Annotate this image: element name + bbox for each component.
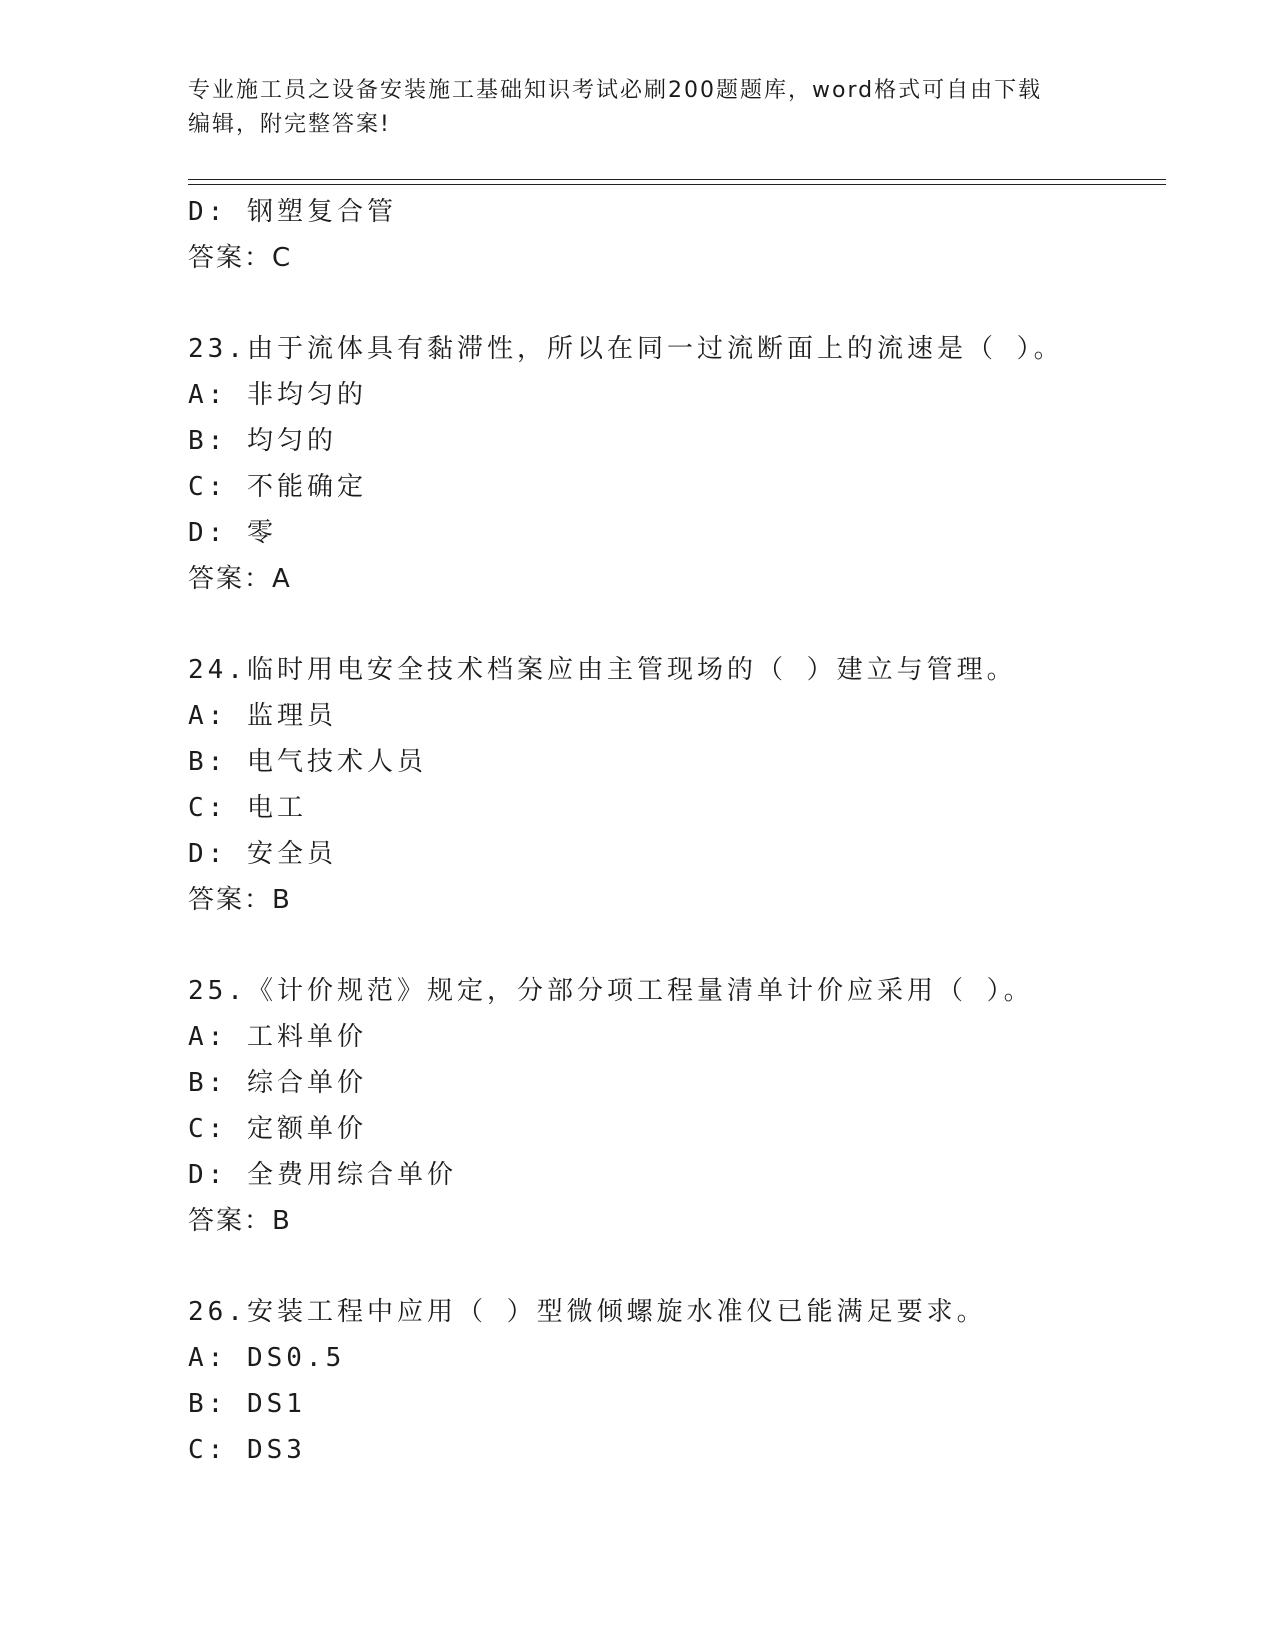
answer: 答案：B (188, 885, 292, 915)
spacer (188, 281, 1166, 326)
option-c: C: DS3 (188, 1435, 306, 1465)
spacer (188, 1244, 1166, 1289)
question-stem: 26.安装工程中应用（ ）型微倾螺旋水准仪已能满足要求。 (188, 1297, 987, 1327)
option-a: A: 工料单价 (188, 1022, 367, 1052)
option-a: A: 监理员 (188, 701, 337, 731)
option-d: D: 零 (188, 518, 277, 548)
option-d: D: 全费用综合单价 (188, 1160, 457, 1190)
header-divider-top (188, 179, 1166, 180)
option-a: A: 非均匀的 (188, 380, 367, 410)
option-c: C: 不能确定 (188, 472, 367, 502)
question-stem: 25.《计价规范》规定，分部分项工程量清单计价应采用（ ）。 (188, 976, 1034, 1006)
option-b: B: DS1 (188, 1389, 306, 1419)
spacer (188, 602, 1166, 647)
answer: 答案：A (188, 564, 292, 594)
question-stem: 24.临时用电安全技术档案应由主管现场的（ ）建立与管理。 (188, 655, 1017, 685)
option-c: C: 定额单价 (188, 1114, 367, 1144)
option-b: B: 电气技术人员 (188, 747, 427, 777)
question-stem: 23.由于流体具有黏滞性，所以在同一过流断面上的流速是（ ）。 (188, 334, 1064, 364)
document-header (188, 74, 1088, 142)
answer: 答案：C (188, 243, 293, 273)
option-c: C: 电工 (188, 793, 307, 823)
option-d: D: 安全员 (188, 839, 337, 869)
option-b: B: 综合单价 (188, 1068, 367, 1098)
answer: 答案：B (188, 1206, 292, 1236)
option-d: D: 钢塑复合管 (188, 197, 397, 227)
option-b: B: 均匀的 (188, 426, 337, 456)
header-line-1: 专业施工员之设备安装施工基础知识考试必刷200题题库，word格式可自由下载 (188, 78, 1043, 103)
option-a: A: DS0.5 (188, 1343, 346, 1373)
question-list (188, 189, 1166, 1473)
header-line-2: 编辑，附完整答案! (188, 112, 391, 137)
header-divider-bottom (188, 184, 1166, 185)
spacer (188, 923, 1166, 968)
